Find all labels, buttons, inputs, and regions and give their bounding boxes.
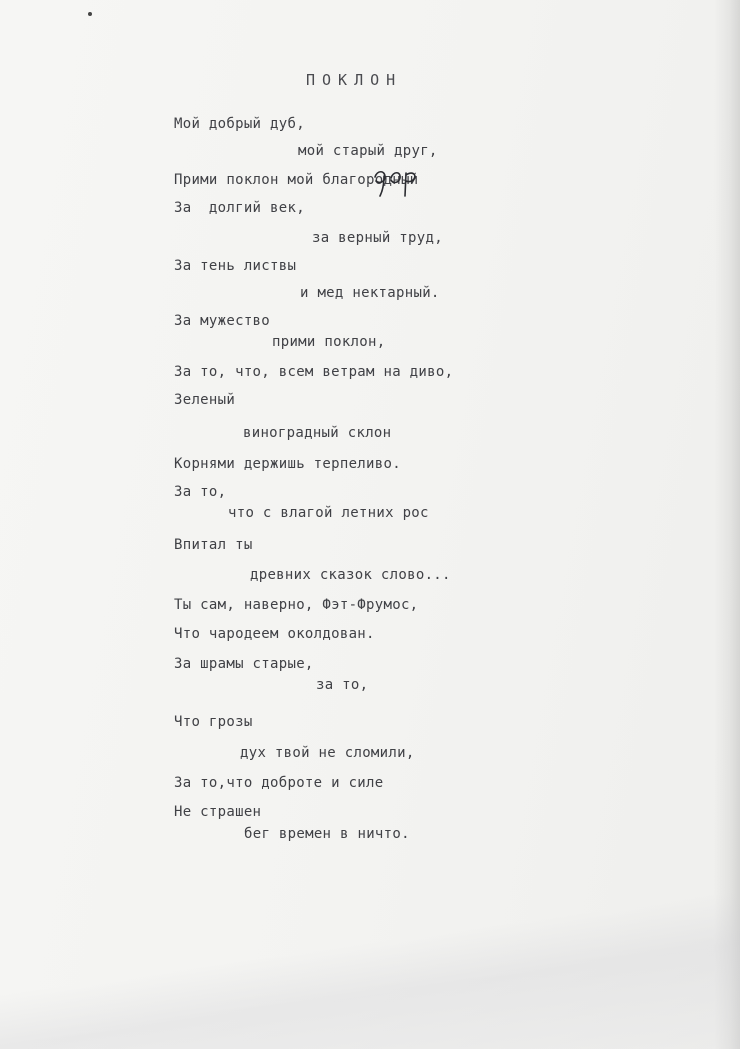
poem-line-8: За мужество (174, 313, 271, 329)
poem-line-1: Мой добрый дуб, (174, 116, 305, 132)
poem-line-5: за верный труд, (312, 230, 443, 246)
poem-line-20: За шрамы старые, (174, 656, 314, 672)
poem-line-2: мой старый друг, (298, 143, 438, 159)
poem-line-9: прими поклон, (272, 334, 386, 350)
poem-line-10: За то, что, всем ветрам на диво, (174, 364, 454, 380)
ink-speck (88, 12, 92, 16)
poem-line-6: За тень листвы (174, 258, 297, 274)
poem-line-25: Не страшен (174, 804, 262, 820)
poem-line-15: что с влагой летних рос (228, 505, 429, 521)
poem-line-3: Прими поклон мой благородный (174, 172, 419, 188)
poem-line-16: Впитал ты (174, 537, 253, 553)
handwritten-correction (372, 166, 420, 202)
poem-line-19: Что чародеем околдован. (174, 626, 375, 642)
poem-line-17: древних сказок слово... (250, 567, 451, 583)
poem-line-4: За долгий век, (174, 200, 305, 216)
poem-title: ПОКЛОН (306, 71, 403, 89)
poem-line-14: За то, (174, 484, 227, 500)
poem-line-13: Корнями держишь терпеливо. (174, 456, 401, 472)
poem-line-21: за то, (316, 677, 369, 693)
poem-line-23: дух твой не сломили, (240, 745, 415, 761)
page-fold-shade (0, 889, 740, 1049)
poem-line-12: виноградный склон (243, 425, 392, 441)
poem-line-26: бег времен в ничто. (244, 826, 410, 842)
poem-line-22: Что грозы (174, 714, 253, 730)
poem-line-11: Зеленый (174, 392, 236, 408)
poem-line-18: Ты сам, наверно, Фэт-Фрумос, (174, 597, 419, 613)
poem-line-24: За то,что доброте и силе (174, 775, 384, 791)
poem-line-7: и мед нектарный. (300, 285, 440, 301)
